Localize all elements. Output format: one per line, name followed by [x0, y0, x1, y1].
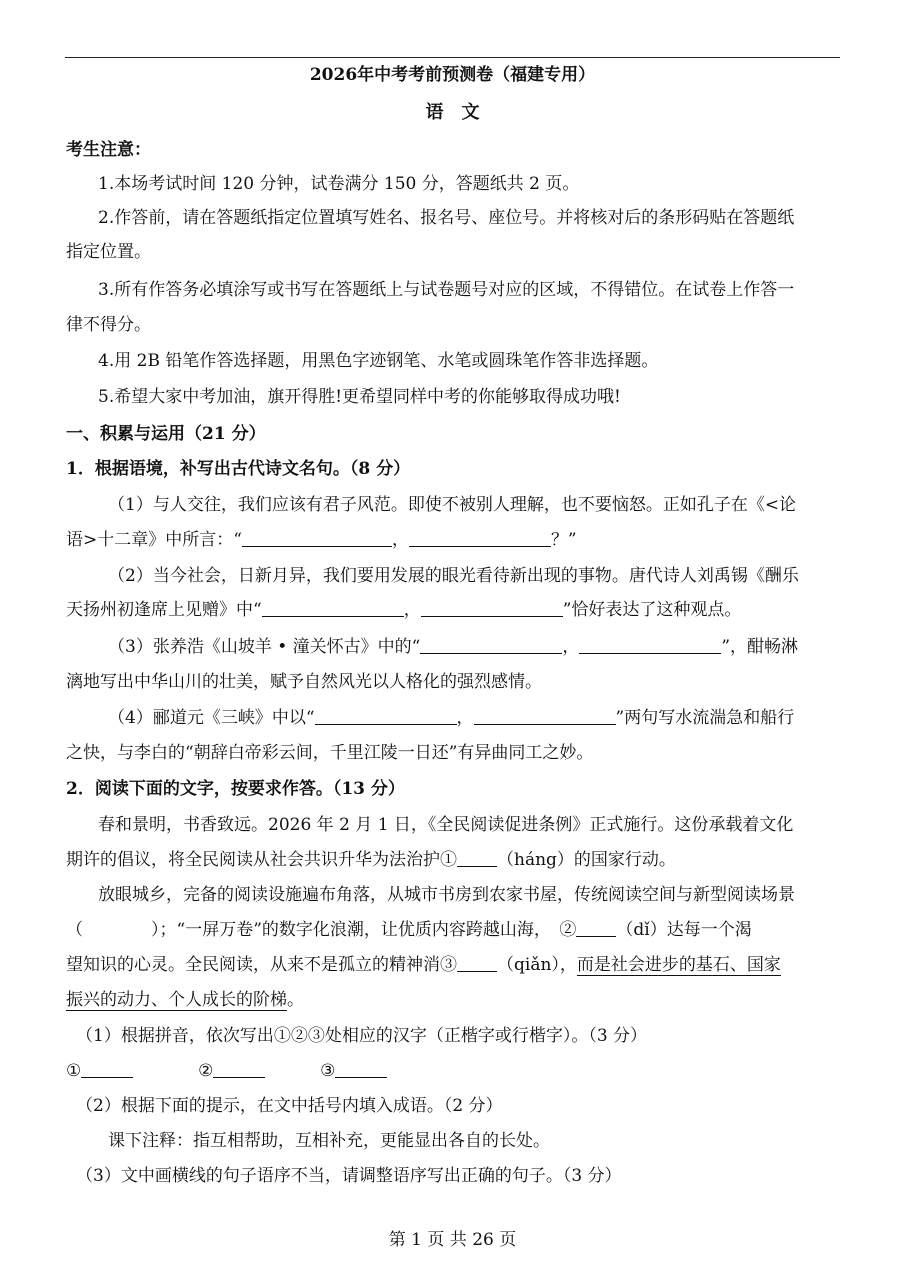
underlined-sentence: 振兴的动力、个人成长的阶梯: [66, 990, 287, 1010]
q2-para2-line3: [66, 953, 839, 977]
q1-part1-text: 语>十二章》中所言：“: [66, 530, 242, 550]
page-number: 第 1 页 共 26 页: [388, 1230, 517, 1250]
notice-item-2a: 2.作答前，请在答题纸指定位置填写姓名、报名号、座位号。并将核对后的条形码贴在答题纸: [98, 208, 795, 228]
answer-blank[interactable]: [474, 707, 616, 725]
q1-part1-line1: （1）与人交往，我们应该有君子风范。即使不被别人理解，也不要恼怒。正如孔子在《<论: [108, 495, 797, 515]
notice-item-1: 1.本场考试时间 120 分钟，试卷满分 150 分，答题纸共 2 页。: [98, 174, 580, 194]
q2-sub1-blanks: [66, 1059, 839, 1083]
q1-part3-text: （3）张养浩《山坡羊 • 潼关怀古》中的“: [108, 637, 421, 657]
q2-sub3: （3）文中画横线的句子语序不当，请调整语序写出正确的句子。（3 分）: [76, 1166, 622, 1186]
q1-part2-line1: （2）当今社会，日新月异，我们要用发展的眼光看待新出现的事物。唐代诗人刘禹锡《酬乐: [108, 566, 799, 586]
q2-para1-line1: 春和景明，书香致远。2026 年 2 月 1 日，《全民阅读促进条例》正式施行。这份承载着文化: [98, 815, 794, 835]
q1-part2-comma: ，: [403, 600, 421, 620]
answer-blank[interactable]: [81, 1060, 133, 1078]
answer-blank[interactable]: [213, 1060, 265, 1078]
notice-item-3a: 3.所有作答务必填涂写或书写在答题纸上与试卷题号对应的区域，不得错位。在试卷上作答一: [98, 280, 795, 300]
q1-part1-end: ？”: [550, 530, 577, 550]
blank-marker-2: ②: [198, 1061, 214, 1081]
q1-part1-line2: [66, 528, 839, 552]
q2-para2-line2: [66, 918, 839, 942]
q1-part3-end: ”，酣畅淋: [721, 637, 799, 657]
q2-para2-period: 。: [287, 990, 304, 1010]
answer-blank[interactable]: [315, 707, 457, 725]
q2-para1-line2: [66, 848, 839, 872]
answer-blank[interactable]: [409, 529, 551, 547]
q1-part4-text: （4）郦道元《三峡》中以“: [108, 708, 315, 728]
q2-sub2-hint: 课下注释：指互相帮助，互相补充，更能显出各自的长处。: [108, 1131, 550, 1151]
q1-part3-line1: [108, 635, 839, 659]
notice-item-5: 5.希望大家中考加油，旗开得胜!更希望同样中考的你能够取得成功哦!: [98, 387, 621, 407]
q1-part2-end: ”恰好表达了这种观点。: [562, 600, 742, 620]
notice-heading: 考生注意：: [66, 140, 151, 160]
answer-blank[interactable]: [262, 599, 404, 617]
question-1-stem: 1．根据语境，补写出古代诗文名句。（8 分）: [66, 459, 411, 479]
answer-blank[interactable]: [421, 599, 563, 617]
subject-title: 语 文: [425, 102, 480, 123]
q1-part4-line1: [108, 706, 839, 730]
header-rule: [65, 57, 840, 58]
answer-blank[interactable]: [579, 636, 721, 654]
answer-blank[interactable]: [242, 529, 392, 547]
question-2-stem: 2．阅读下面的文字，按要求作答。（13 分）: [66, 779, 405, 799]
underlined-sentence: 而是社会进步的基石、国家: [576, 955, 781, 975]
q2-para2-pinyin: （qiǎn），: [497, 955, 577, 975]
notice-item-3b: 律不得分。: [66, 315, 151, 335]
q2-para2-text: （ ）；“一屏万卷”的数字化浪潮，让优质内容跨越山海， ②: [66, 920, 577, 940]
q2-sub2: （2）根据下面的提示，在文中括号内填入成语。（2 分）: [76, 1096, 503, 1116]
q1-part2-line2: [66, 598, 839, 622]
blank-marker-3: ③: [320, 1061, 336, 1081]
blank-marker-1: ①: [66, 1061, 82, 1081]
q2-para2-line4: [66, 988, 839, 1012]
q2-para2-end: （dǐ）达每一个渴: [616, 920, 752, 940]
section-1-heading: 一、积累与运用（21 分）: [66, 424, 266, 444]
q1-part4-line2: 之快，与李白的“朝辞白帝彩云间，千里江陵一日还”有异曲同工之妙。: [66, 743, 594, 763]
answer-blank[interactable]: [335, 1060, 387, 1078]
q2-sub1: （1）根据拼音，依次写出①②③处相应的汉字（正楷字或行楷字）。（3 分）: [76, 1026, 648, 1046]
answer-blank[interactable]: [420, 636, 562, 654]
q1-part2-text: 天扬州初逢席上见赠》中“: [66, 600, 262, 620]
q2-para2-text: 望知识的心灵。全民阅读，从来不是孤立的精神消③: [66, 955, 457, 975]
q1-part4-comma: ，: [456, 708, 474, 728]
q1-part1-comma: ，: [391, 530, 409, 550]
q2-para1-end: （háng）的国家行动。: [497, 850, 676, 870]
q1-part3-comma: ，: [562, 637, 580, 657]
q1-part3-line2: 漓地写出中华山川的壮美，赋予自然风光以人格化的强烈感情。: [66, 672, 542, 692]
answer-blank[interactable]: [457, 849, 497, 867]
answer-blank[interactable]: [457, 954, 497, 972]
notice-item-4: 4.用 2B 铅笔作答选择题，用黑色字迹钢笔、水笔或圆珠笔作答非选择题。: [98, 351, 659, 371]
exam-title: 2026年中考考前预测卷（福建专用）: [309, 65, 596, 85]
notice-item-2b: 指定位置。: [66, 242, 151, 262]
q2-para2-line1: 放眼城乡，完备的阅读设施遍布角落，从城市书房到农家书屋，传统阅读空间与新型阅读场景: [98, 885, 795, 905]
q2-para1-text: 期许的倡议，将全民阅读从社会共识升华为法治护①: [66, 850, 457, 870]
q1-part4-end: ”两句写水流湍急和船行: [615, 708, 795, 728]
answer-blank[interactable]: [576, 919, 616, 937]
